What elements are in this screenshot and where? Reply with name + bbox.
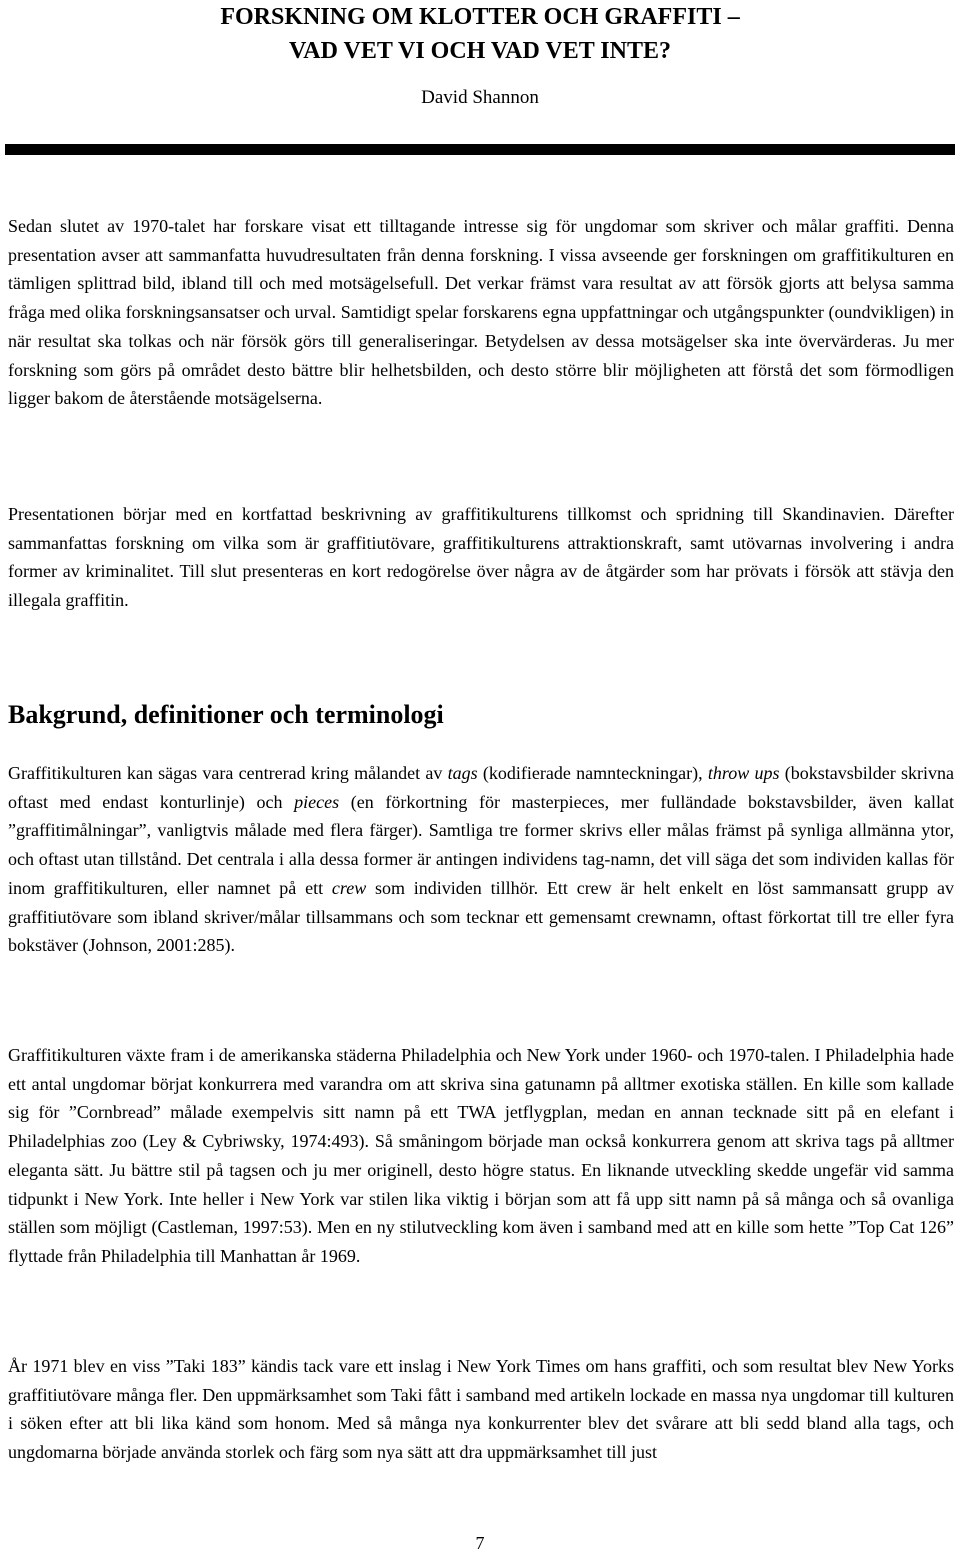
text-run: (en förkortning för masterpieces, mer fulländade bokstavsbilder, även kallat ”graffitimålningar”, vanligtvis målade med flera färger). Samtliga tre former skrivs eller målas främst på synliga allmänna ytor, och oftast utan tillstånd. Det centrala i alla dessa former är antingen individens tag-namn, det vill säga det som individen kallas för inom graffitikulturen, eller namnet på ett: [8, 791, 954, 898]
term-tags: tags: [447, 763, 478, 783]
title-line-1: FORSKNING OM KLOTTER OCH GRAFFITI –: [220, 4, 740, 30]
text-run: som individen tillhör. Ett crew är helt enkelt en löst sammansatt grupp av graffitiutövare som ibland skriver/målar tillsammans och som tecknar ett gemensamt crewnamn, oftast förkortat till tre eller fyra bokstäver (Johnson, 2001:285).: [8, 877, 954, 956]
intro-paragraph-1: Sedan slutet av 1970-talet har forskare visat ett tilltagande intresse sig för ungdomar som skriver och målar graffiti. Denna presentation avser att sammanfatta huvudresultaten från denna forskning. I vissa avseende ger forskningen om graffitikulturen en tämligen splittrad bild, ibland till och med motsägelsefull. Det verkar främst vara resultat av att försök gjorts att belysa samma fråga med olika forskningsansatser och urval. Samtidigt spelar forskarens egna uppfattningar och utgångspunkter (oundvikligen) in när resultat ska tolkas och när försök görs till generaliseringar. Betydelsen av dessa motsägelser ska inte övervärderas. Ju mer forskning som görs på området desto bättre blir helhetsbilden, och desto större blir möjligheten att förstå det som förmodligen ligger bakom de återstående motsägelserna.: [8, 216, 954, 409]
text-run: (kodifierade namnteckningar),: [477, 763, 708, 783]
section-paragraph-3: År 1971 blev en viss ”Taki 183” kändis tack vare ett inslag i New York Times om hans graffiti, och som resultat blev New Yorks graffitiutövare många fler. Den uppmärksamhet som Taki fått i samband med artikeln lockade en massa nya ungdomar till kulturen i söken efter att bli lika känd som honom. Med så många nya konkurrenter blev det svårare att bli sedd bland alla tags, och ungdomarna började använda storlek och färg som nya sätt att dra uppmärksamhet till just: [8, 1356, 954, 1463]
section-heading: Bakgrund, definitioner och terminologi: [8, 700, 444, 729]
page-number: 7: [475, 1533, 485, 1553]
text-run: (bokstavsbilder skrivna oftast med endast konturlinje) och: [8, 763, 955, 812]
title-divider: [5, 144, 955, 155]
document-title: [0, 0, 960, 68]
section-paragraph-1: [8, 759, 954, 960]
intro-paragraph-2: Presentationen börjar med en kortfattad beskrivning av graffitikulturens tillkomst och spridning till Skandinavien. Därefter sammanfattas forskning om vilka som är graffitiutövare, graffitikulturens attraktionskraft, samt utövarnas involvering i andra former av kriminalitet. Till slut presenteras en kort redogörelse över några av de åtgärder som har prövats i försök att stävja den illegala graffitin.: [8, 504, 954, 611]
term-crew: crew: [331, 877, 367, 898]
text-run: Graffitikulturen kan sägas vara centrerad kring målandet av: [8, 763, 448, 783]
section-paragraph-2: Graffitikulturen växte fram i de amerikanska städerna Philadelphia och New York under 1960- och 1970-talen. I Philadelphia hade ett antal ungdomar börjat konkurrera med varandra om att skriva sina gatunamn på alltmer exotiska ställen. En kille som kallade sig för ”Cornbread” målade exempelvis sitt namn på ett TWA jetflygplan, medan en annan tecknade sitt på en elefant i Philadelphias zoo (Ley & Cybriwsky, 1974:493). Så småningom började man också konkurrera genom att skriva tags på alltmer eleganta sätt. Ju bättre stil på tagsen och ju mer originell, desto högre status. En liknande utveckling skedde ungefär vid samma tidpunkt i New York. Inte heller i New York var stilen lika viktig i början som att få upp sitt namn på så många och så ovanliga ställen som möjligt (Castleman, 1997:53). Men en ny stilutveckling kom även i samband med att en kille som hette ”Top Cat 126” flyttade från Philadelphia till Manhattan år 1969.: [8, 1045, 954, 1266]
author-name: David Shannon: [421, 87, 539, 108]
term-pieces: pieces: [294, 791, 340, 812]
term-throw-ups: throw ups: [707, 763, 780, 783]
title-line-2: VAD VET VI OCH VAD VET INTE?: [289, 38, 671, 64]
